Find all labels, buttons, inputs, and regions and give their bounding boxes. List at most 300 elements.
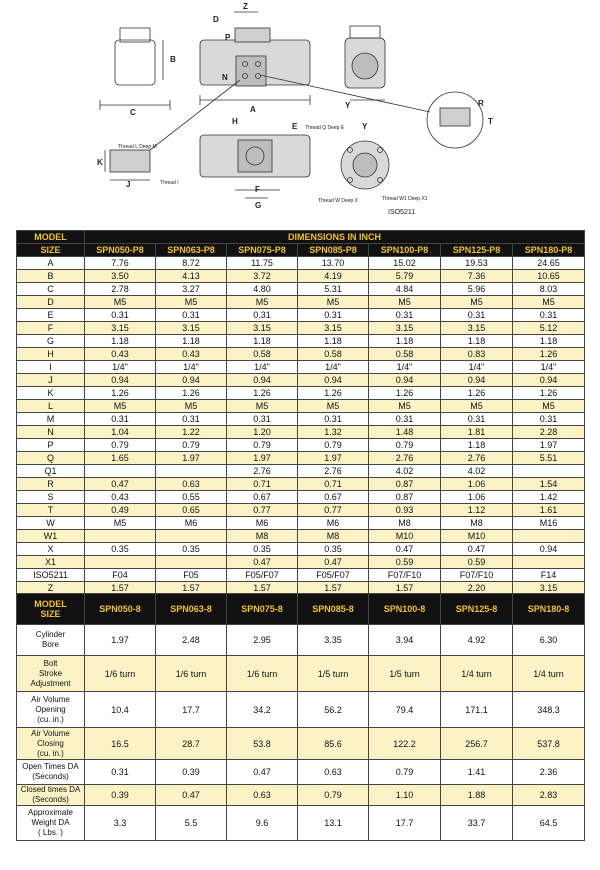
value-cell: 0.87 — [369, 491, 441, 504]
value-cell: 0.93 — [369, 504, 441, 517]
value-cell: 2.28 — [513, 426, 585, 439]
value-cell: 1.18 — [513, 335, 585, 348]
value-cell: 1.04 — [85, 426, 156, 439]
value-cell: M5 — [513, 400, 585, 413]
model-size-header: MODEL SIZE — [17, 594, 85, 625]
value-cell: 0.63 — [156, 478, 227, 491]
value-cell: 0.47 — [298, 556, 369, 569]
value-cell: 0.58 — [227, 348, 298, 361]
value-cell: 2.78 — [85, 283, 156, 296]
value-cell: 0.67 — [298, 491, 369, 504]
value-cell: 3.15 — [227, 322, 298, 335]
label-n: N — [222, 73, 228, 82]
size-cell: R — [17, 478, 85, 491]
table-row — [17, 465, 585, 478]
value-cell: 1/4" — [156, 361, 227, 374]
value-cell: 1.32 — [298, 426, 369, 439]
value-cell: 64.5 — [513, 806, 585, 841]
value-cell — [156, 556, 227, 569]
value-cell: 1.06 — [441, 491, 513, 504]
value-cell: M8 — [298, 530, 369, 543]
value-cell: 1/4" — [369, 361, 441, 374]
value-cell: M5 — [298, 400, 369, 413]
size-cell: J — [17, 374, 85, 387]
model-col-header: SPN075-8 — [227, 594, 298, 625]
value-cell: 4.84 — [369, 283, 441, 296]
value-cell: 1.97 — [85, 625, 156, 656]
label-h: H — [232, 117, 238, 126]
value-cell: 3.15 — [298, 322, 369, 335]
table-row — [17, 426, 585, 439]
value-cell: 1.81 — [441, 426, 513, 439]
table-row — [17, 413, 585, 426]
value-cell: 0.58 — [369, 348, 441, 361]
value-cell: M8 — [227, 530, 298, 543]
label-g: G — [255, 201, 262, 210]
value-cell: 8.72 — [156, 257, 227, 270]
value-cell: 0.47 — [227, 760, 298, 785]
callout-thread-q: Thread Q Deep E — [305, 125, 345, 131]
value-cell: 0.63 — [227, 785, 298, 806]
value-cell — [85, 465, 156, 478]
value-cell: M5 — [85, 400, 156, 413]
value-cell: M6 — [156, 517, 227, 530]
value-cell: 34.2 — [227, 692, 298, 728]
dimensions-table — [16, 230, 585, 595]
row-label: Closed times DA (Seconds) — [17, 785, 85, 806]
value-cell: 0.83 — [441, 348, 513, 361]
row-label: Air Volume Opening (cu. in.) — [17, 692, 85, 728]
value-cell: M5 — [227, 296, 298, 309]
value-cell: F07/F10 — [369, 569, 441, 582]
value-cell: M8 — [441, 517, 513, 530]
value-cell: 1.06 — [441, 478, 513, 491]
row-label: Bolt Stroke Adjustment — [17, 656, 85, 692]
table-row — [17, 504, 585, 517]
value-cell: 0.43 — [85, 491, 156, 504]
value-cell: 3.15 — [513, 582, 585, 595]
table-row — [17, 335, 585, 348]
value-cell — [513, 465, 585, 478]
value-cell: 0.65 — [156, 504, 227, 517]
table-row — [17, 556, 585, 569]
size-cell: X1 — [17, 556, 85, 569]
value-cell: 1.42 — [513, 491, 585, 504]
value-cell: 122.2 — [369, 728, 441, 760]
value-cell: F05 — [156, 569, 227, 582]
dimensions-table-body — [17, 257, 585, 595]
value-cell: 0.35 — [156, 543, 227, 556]
model-col-header: SPN063-8 — [156, 594, 227, 625]
value-cell: 17.7 — [369, 806, 441, 841]
label-c: C — [130, 108, 136, 117]
size-cell: P — [17, 439, 85, 452]
value-cell: 0.94 — [156, 374, 227, 387]
value-cell: 0.31 — [227, 413, 298, 426]
value-cell: M5 — [85, 517, 156, 530]
value-cell: 0.59 — [441, 556, 513, 569]
size-cell: ISO5211 — [17, 569, 85, 582]
value-cell: M5 — [227, 400, 298, 413]
value-cell: 5.96 — [441, 283, 513, 296]
size-cell: E — [17, 309, 85, 322]
value-cell: 1.48 — [369, 426, 441, 439]
value-cell: 0.31 — [441, 413, 513, 426]
value-cell: 3.3 — [85, 806, 156, 841]
value-cell: 4.13 — [156, 270, 227, 283]
value-cell: 3.35 — [298, 625, 369, 656]
value-cell: 2.76 — [441, 452, 513, 465]
table-row — [17, 569, 585, 582]
value-cell: 0.79 — [156, 439, 227, 452]
callout-thread-i: Thread I — [160, 180, 179, 186]
size-cell: D — [17, 296, 85, 309]
value-cell: 0.39 — [85, 785, 156, 806]
size-cell: H — [17, 348, 85, 361]
model-col-header: SPN125-8 — [441, 594, 513, 625]
value-cell: 1.97 — [513, 439, 585, 452]
value-cell: 3.94 — [369, 625, 441, 656]
size-cell: I — [17, 361, 85, 374]
table-row — [17, 656, 585, 692]
value-cell: 2.83 — [513, 785, 585, 806]
model-col-header: SPN180-8 — [513, 594, 585, 625]
value-cell: 0.55 — [156, 491, 227, 504]
value-cell: 56.2 — [298, 692, 369, 728]
value-cell: 7.36 — [441, 270, 513, 283]
value-cell: M5 — [156, 296, 227, 309]
value-cell: 53.8 — [227, 728, 298, 760]
value-cell: 2.76 — [369, 452, 441, 465]
value-cell: M5 — [513, 296, 585, 309]
size-cell: W — [17, 517, 85, 530]
value-cell: M16 — [513, 517, 585, 530]
value-cell: 1.22 — [156, 426, 227, 439]
value-cell: 0.79 — [369, 760, 441, 785]
label-z: Z — [243, 2, 248, 11]
value-cell: 1.26 — [227, 387, 298, 400]
value-cell: 1.20 — [227, 426, 298, 439]
label-p: P — [225, 33, 231, 42]
value-cell: 85.6 — [298, 728, 369, 760]
label-a: A — [250, 105, 256, 114]
value-cell: 0.94 — [441, 374, 513, 387]
value-cell: 1.18 — [441, 335, 513, 348]
label-j: J — [126, 180, 131, 189]
table-row — [17, 478, 585, 491]
value-cell: 6.30 — [513, 625, 585, 656]
size-cell: G — [17, 335, 85, 348]
callout-thread-w: Thread W Deep X — [318, 198, 359, 204]
value-cell: 2.20 — [441, 582, 513, 595]
size-cell: C — [17, 283, 85, 296]
value-cell: 13.1 — [298, 806, 369, 841]
value-cell: 1/5 turn — [298, 656, 369, 692]
value-cell: 0.71 — [227, 478, 298, 491]
value-cell: 1.97 — [298, 452, 369, 465]
value-cell: M5 — [441, 296, 513, 309]
value-cell: 0.31 — [369, 309, 441, 322]
table-row — [17, 692, 585, 728]
value-cell: M5 — [369, 296, 441, 309]
label-k: K — [97, 158, 103, 167]
value-cell: 0.31 — [156, 413, 227, 426]
value-cell: 3.15 — [85, 322, 156, 335]
value-cell: 5.5 — [156, 806, 227, 841]
table-row — [17, 439, 585, 452]
value-cell: 1/4" — [441, 361, 513, 374]
value-cell: 1.26 — [156, 387, 227, 400]
value-cell: M8 — [369, 517, 441, 530]
value-cell: 0.47 — [369, 543, 441, 556]
value-cell: 2.76 — [298, 465, 369, 478]
value-cell: 0.58 — [298, 348, 369, 361]
value-cell: 1.88 — [441, 785, 513, 806]
value-cell: 348.3 — [513, 692, 585, 728]
value-cell: M10 — [441, 530, 513, 543]
model-col-header: SPN085-8 — [298, 594, 369, 625]
table-row — [17, 806, 585, 841]
value-cell — [85, 530, 156, 543]
value-cell: 19.53 — [441, 257, 513, 270]
value-cell: 1.26 — [513, 348, 585, 361]
table-row — [17, 257, 585, 270]
row-label: Open Times DA (Seconds) — [17, 760, 85, 785]
value-cell: 1.18 — [298, 335, 369, 348]
value-cell: 15.02 — [369, 257, 441, 270]
size-cell: W1 — [17, 530, 85, 543]
table-row — [17, 283, 585, 296]
value-cell: 3.27 — [156, 283, 227, 296]
value-cell: M5 — [441, 400, 513, 413]
value-cell: 0.94 — [369, 374, 441, 387]
dimensions-header: DIMENSIONS IN INCH — [85, 231, 585, 244]
value-cell: 0.77 — [227, 504, 298, 517]
label-f: F — [255, 185, 260, 194]
value-cell: 1.26 — [369, 387, 441, 400]
performance-table-body — [17, 625, 585, 841]
value-cell: 5.31 — [298, 283, 369, 296]
value-cell: 1/4" — [298, 361, 369, 374]
value-cell: 0.43 — [156, 348, 227, 361]
value-cell — [156, 465, 227, 478]
fitting-detail — [110, 150, 150, 172]
value-cell: 1.65 — [85, 452, 156, 465]
value-cell: 0.31 — [227, 309, 298, 322]
value-cell: 5.12 — [513, 322, 585, 335]
value-cell: 0.31 — [298, 413, 369, 426]
value-cell: 1.61 — [513, 504, 585, 517]
value-cell: 0.31 — [85, 760, 156, 785]
table2-header-row — [17, 594, 585, 625]
value-cell: 1.26 — [85, 387, 156, 400]
value-cell: 1.18 — [441, 439, 513, 452]
mounting-flange — [236, 56, 266, 86]
row-label: Approximate Weight DA ( Lbs. ) — [17, 806, 85, 841]
value-cell: M6 — [298, 517, 369, 530]
value-cell: 1.41 — [441, 760, 513, 785]
model-col-header: SPN100-8 — [369, 594, 441, 625]
label-y: Y — [345, 101, 351, 110]
value-cell: M6 — [227, 517, 298, 530]
value-cell: 537.8 — [513, 728, 585, 760]
model-col-header: SPN063-P8 — [156, 244, 227, 257]
value-cell: 0.71 — [298, 478, 369, 491]
value-cell: 0.31 — [441, 309, 513, 322]
callout-thread-l: Thread L Deep M — [118, 144, 157, 150]
value-cell: 2.95 — [227, 625, 298, 656]
value-cell: 0.79 — [369, 439, 441, 452]
value-cell: 2.36 — [513, 760, 585, 785]
size-cell: Q1 — [17, 465, 85, 478]
table-row — [17, 530, 585, 543]
value-cell: 0.35 — [227, 543, 298, 556]
size-cell: A — [17, 257, 85, 270]
value-cell: 7.76 — [85, 257, 156, 270]
value-cell: 0.31 — [85, 413, 156, 426]
value-cell: 4.02 — [441, 465, 513, 478]
value-cell: 1.26 — [441, 387, 513, 400]
value-cell: 1.18 — [369, 335, 441, 348]
value-cell: 0.87 — [369, 478, 441, 491]
value-cell — [513, 530, 585, 543]
label-d: D — [213, 15, 219, 24]
model-col-header: SPN075-P8 — [227, 244, 298, 257]
value-cell: 1.57 — [227, 582, 298, 595]
model-col-header: SPN050-P8 — [85, 244, 156, 257]
label-y2: Y — [362, 122, 368, 131]
value-cell: 3.15 — [369, 322, 441, 335]
table-row — [17, 517, 585, 530]
value-cell: 16.5 — [85, 728, 156, 760]
value-cell: 0.79 — [298, 439, 369, 452]
value-cell: 0.79 — [85, 439, 156, 452]
value-cell: 0.79 — [227, 439, 298, 452]
callout-thread-w1: Thread W1 Deep X1 — [382, 196, 428, 202]
value-cell: 1.97 — [227, 452, 298, 465]
size-cell: K — [17, 387, 85, 400]
value-cell: 79.4 — [369, 692, 441, 728]
value-cell: 0.47 — [156, 785, 227, 806]
value-cell: 0.47 — [227, 556, 298, 569]
value-cell: 0.94 — [298, 374, 369, 387]
value-cell: 171.1 — [441, 692, 513, 728]
end-view-left-body — [115, 40, 155, 85]
table-row — [17, 452, 585, 465]
table1-model-row — [17, 244, 585, 257]
value-cell: 1.97 — [156, 452, 227, 465]
value-cell: 4.02 — [369, 465, 441, 478]
value-cell: 3.15 — [441, 322, 513, 335]
size-cell: Q — [17, 452, 85, 465]
value-cell: 1.57 — [369, 582, 441, 595]
label-r: R — [478, 99, 484, 108]
row-label: Air Volume Closing (cu. in.) — [17, 728, 85, 760]
value-cell: 0.94 — [513, 374, 585, 387]
value-cell — [156, 530, 227, 543]
size-cell: L — [17, 400, 85, 413]
value-cell: 0.94 — [227, 374, 298, 387]
value-cell: 0.31 — [85, 309, 156, 322]
label-e: E — [292, 122, 298, 131]
model-col-header: SPN100-P8 — [369, 244, 441, 257]
size-cell: T — [17, 504, 85, 517]
size-cell: N — [17, 426, 85, 439]
technical-drawing — [0, 0, 600, 225]
value-cell: M5 — [156, 400, 227, 413]
value-cell: M5 — [85, 296, 156, 309]
value-cell: F14 — [513, 569, 585, 582]
value-cell: 0.31 — [513, 309, 585, 322]
value-cell: 17.7 — [156, 692, 227, 728]
value-cell: 1/6 turn — [227, 656, 298, 692]
value-cell: 1.26 — [513, 387, 585, 400]
size-header: SIZE — [17, 244, 85, 257]
value-cell: 256.7 — [441, 728, 513, 760]
label-b: B — [170, 55, 176, 64]
model-col-header: SPN050-8 — [85, 594, 156, 625]
value-cell: 1/4" — [227, 361, 298, 374]
value-cell: 1.26 — [298, 387, 369, 400]
value-cell: 0.39 — [156, 760, 227, 785]
value-cell: M5 — [369, 400, 441, 413]
value-cell: 11.75 — [227, 257, 298, 270]
value-cell: 1.18 — [227, 335, 298, 348]
value-cell: 5.79 — [369, 270, 441, 283]
value-cell: 0.31 — [369, 413, 441, 426]
value-cell: 1/6 turn — [156, 656, 227, 692]
model-col-header: SPN125-P8 — [441, 244, 513, 257]
value-cell: 0.49 — [85, 504, 156, 517]
table-row — [17, 387, 585, 400]
value-cell: 3.72 — [227, 270, 298, 283]
value-cell: 1.54 — [513, 478, 585, 491]
table-row — [17, 760, 585, 785]
value-cell: 1.12 — [441, 504, 513, 517]
value-cell: 33.7 — [441, 806, 513, 841]
value-cell: 1/4" — [513, 361, 585, 374]
table-row — [17, 625, 585, 656]
value-cell: 1/4 turn — [513, 656, 585, 692]
value-cell: M10 — [369, 530, 441, 543]
value-cell: 5.51 — [513, 452, 585, 465]
value-cell: 13.70 — [298, 257, 369, 270]
value-cell: 3.50 — [85, 270, 156, 283]
value-cell: 1/6 turn — [85, 656, 156, 692]
table-row — [17, 309, 585, 322]
value-cell: 0.47 — [441, 543, 513, 556]
size-cell: F — [17, 322, 85, 335]
table-row — [17, 728, 585, 760]
value-cell: F04 — [85, 569, 156, 582]
model-header: MODEL — [17, 231, 85, 244]
table-row — [17, 296, 585, 309]
model-col-header: SPN180-P8 — [513, 244, 585, 257]
row-label: Cylinder Bore — [17, 625, 85, 656]
value-cell: 0.43 — [85, 348, 156, 361]
table-row — [17, 785, 585, 806]
table-row — [17, 374, 585, 387]
value-cell: 24.65 — [513, 257, 585, 270]
table-row — [17, 491, 585, 504]
table-row — [17, 543, 585, 556]
value-cell: 4.92 — [441, 625, 513, 656]
value-cell: 1/4 turn — [441, 656, 513, 692]
value-cell: 0.94 — [513, 543, 585, 556]
value-cell: 0.31 — [156, 309, 227, 322]
value-cell: F07/F10 — [441, 569, 513, 582]
value-cell: 1.57 — [85, 582, 156, 595]
